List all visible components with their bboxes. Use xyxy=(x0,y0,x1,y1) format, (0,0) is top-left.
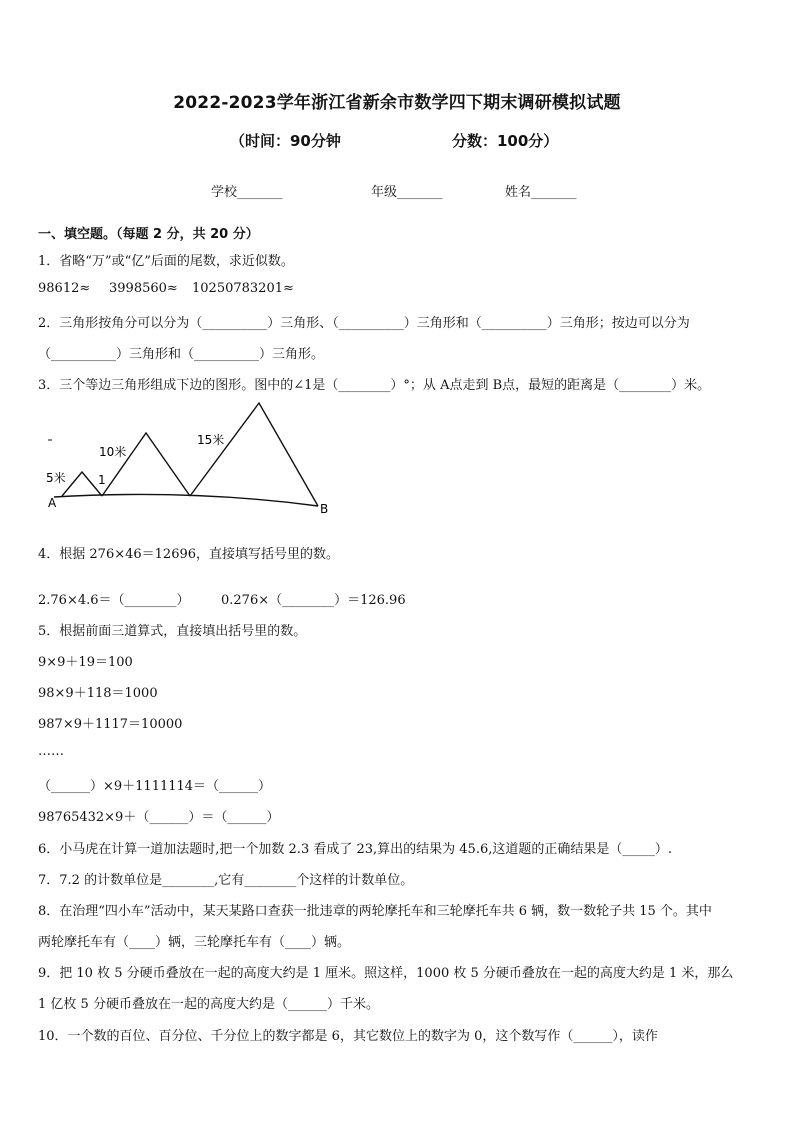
equation-2: 98×9＋118＝1000 xyxy=(38,686,158,701)
exam-time: （时间：90分钟 xyxy=(230,132,341,150)
question-8-line-1: 8．在治理“四小车”活动中，某天某路口查获一批违章的两轮摩托车和三轮摩托车共 6 辆，数一数轮子共 15 个。其中 xyxy=(38,904,712,919)
name-field: 姓名_______ xyxy=(505,185,577,200)
question-1-item-c: 10250783201≈ xyxy=(192,281,294,296)
page-title: 2022-2023学年浙江省新余市数学四下期末调研模拟试题 xyxy=(173,93,621,113)
section-heading: 一、填空题。（每题 2 分，共 20 分） xyxy=(38,227,259,242)
medium-triangle xyxy=(102,433,190,496)
question-1-item-a: 98612≈ xyxy=(38,281,91,296)
point-a-label: A xyxy=(48,496,57,510)
label-5m: 5米 xyxy=(46,471,66,485)
question-1-text: 1．省略“万”或“亿”后面的尾数，求近似数。 xyxy=(38,254,294,269)
equation-1: 9×9＋19＝100 xyxy=(38,655,133,670)
question-8-line-2: 两轮摩托车有（____）辆，三轮摩托车有（____）辆。 xyxy=(38,935,351,950)
question-9-line-1: 9．把 10 枚 5 分硬币叠放在一起的高度大约是 1 厘米。照这样，1000 枚 5 分硬币叠放在一起的高度大约是 1 米，那么 xyxy=(38,966,734,981)
angle-1-label: 1 xyxy=(98,473,106,487)
question-2-line-2: （__________）三角形和（__________）三角形。 xyxy=(38,347,325,362)
ellipsis: …… xyxy=(38,744,64,759)
question-5-text: 5．根据前面三道算式，直接填出括号里的数。 xyxy=(38,624,307,639)
question-10-text: 10．一个数的百位、百分位、千分位上的数字都是 6，其它数位上的数字为 0，这个数写作（______），读作 xyxy=(38,1029,658,1044)
equation-4: （______）×9＋1111114＝（______） xyxy=(38,779,272,794)
question-4-item-b: 0.276×（________）＝126.96 xyxy=(221,593,406,608)
school-field: 学校_______ xyxy=(211,185,283,200)
grade-field: 年级_______ xyxy=(371,185,443,200)
triangle-figure xyxy=(40,396,340,520)
question-9-line-2: 1 亿枚 5 分硬币叠放在一起的高度大约是（______）千米。 xyxy=(38,997,379,1012)
point-b-label: B xyxy=(320,502,329,516)
question-4-text: 4．根据 276×46＝12696，直接填写括号里的数。 xyxy=(38,547,340,562)
question-4-item-a: 2.76×4.6＝（________） xyxy=(38,593,190,608)
question-3-text: 3．三个等边三角形组成下边的图形。图中的∠1是（________）°；从 A点走到 B点，最短的距离是（________）米。 xyxy=(38,378,711,393)
exam-score: 分数：100分） xyxy=(452,132,559,150)
question-1-item-b: 3998560≈ xyxy=(109,281,178,296)
base-line xyxy=(54,494,318,506)
question-6-text: 6．小马虎在计算一道加法题时,把一个加数 2.3 看成了 23,算出的结果为 45.6,这道题的正确结果是（_____）. xyxy=(38,842,672,857)
equation-5: 98765432×9＋（______）＝（______） xyxy=(38,810,280,825)
equation-3: 987×9＋1117＝10000 xyxy=(38,717,183,732)
small-triangle xyxy=(62,472,102,496)
large-triangle xyxy=(190,403,318,506)
label-15m: 15米 xyxy=(197,433,225,447)
question-7-text: 7．7.2 的计数单位是________,它有________个这样的计数单位。 xyxy=(38,873,414,888)
question-2-line-1: 2．三角形按角分可以分为（__________）三角形、（__________）三角形和（__________）三角形；按边可以分为 xyxy=(38,316,690,331)
label-10m: 10米 xyxy=(99,445,127,459)
